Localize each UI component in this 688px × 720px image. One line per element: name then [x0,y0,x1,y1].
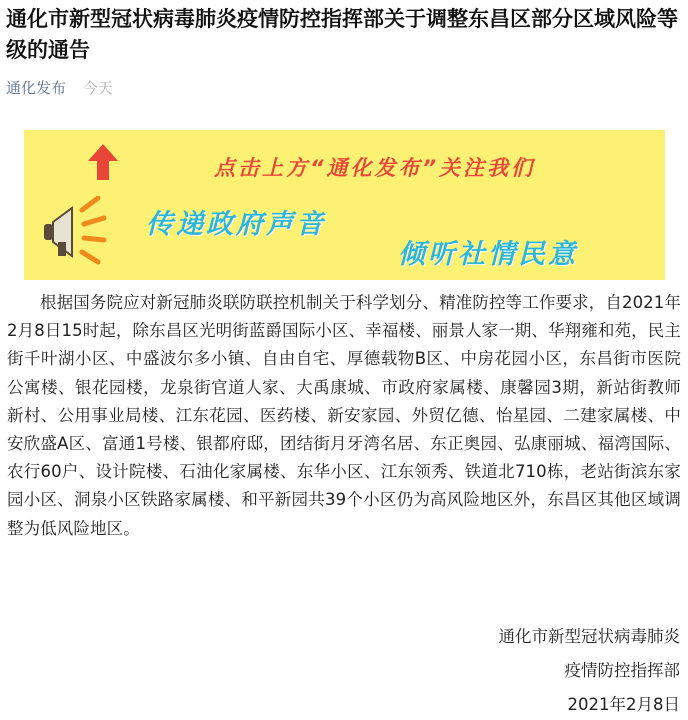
announcement-paragraph: 根据国务院应对新冠肺炎联防联控机制关于科学划分、精准防控等工作要求，自2021年2月8日15时起，除东昌区光明街蓝爵国际小区、幸福楼、丽景人家一期、华翔雍和苑，民主街千叶湖小区、中盛波尔多小镇、自由自宅、厚德载物B区、中房花园小区，东昌街市医院公寓楼、银花园楼，龙泉街官道人家、大禹康城、市政府家属楼、康馨园3期，新站街教师新村、公用事业局楼、江东花园、医药楼、新安家园、外贸亿德、怡星园、二建家属楼、中安欣盛A区、富通1号楼、银都府邸，团结街月牙湾名居、东正奥园、弘康丽城、福湾国际、农行60户、设计院楼、石油化家属楼、东华小区、江东领秀、铁道北710栋，老站街滨东家园小区、洞泉小区铁路家属楼、和平新园共39个小区仍为高风险地区外，东昌区其他区域调整为低风险地区。 [7,293,681,538]
article-meta [6,78,113,98]
article-title: 通化市新型冠状病毒肺炎疫情防控指挥部关于调整东昌区部分区域风险等级的通告 [6,7,678,62]
account-name-link[interactable]: 通化发布 [6,79,67,97]
signature-date: 2021年2月8日 [567,695,680,714]
publish-date: 今天 [82,79,113,97]
slogan-right: 倾听社情民意 [398,239,578,270]
signature-org-line1: 通化市新型冠状病毒肺炎 [498,627,680,646]
follow-prompt: 点击上方“通化发布”关注我们 [213,156,536,180]
megaphone-icon [42,196,132,266]
slogan-left: 传递政府声音 [146,209,326,240]
follow-banner [24,130,665,280]
signature-org-line2: 疫情防控指挥部 [564,661,680,680]
